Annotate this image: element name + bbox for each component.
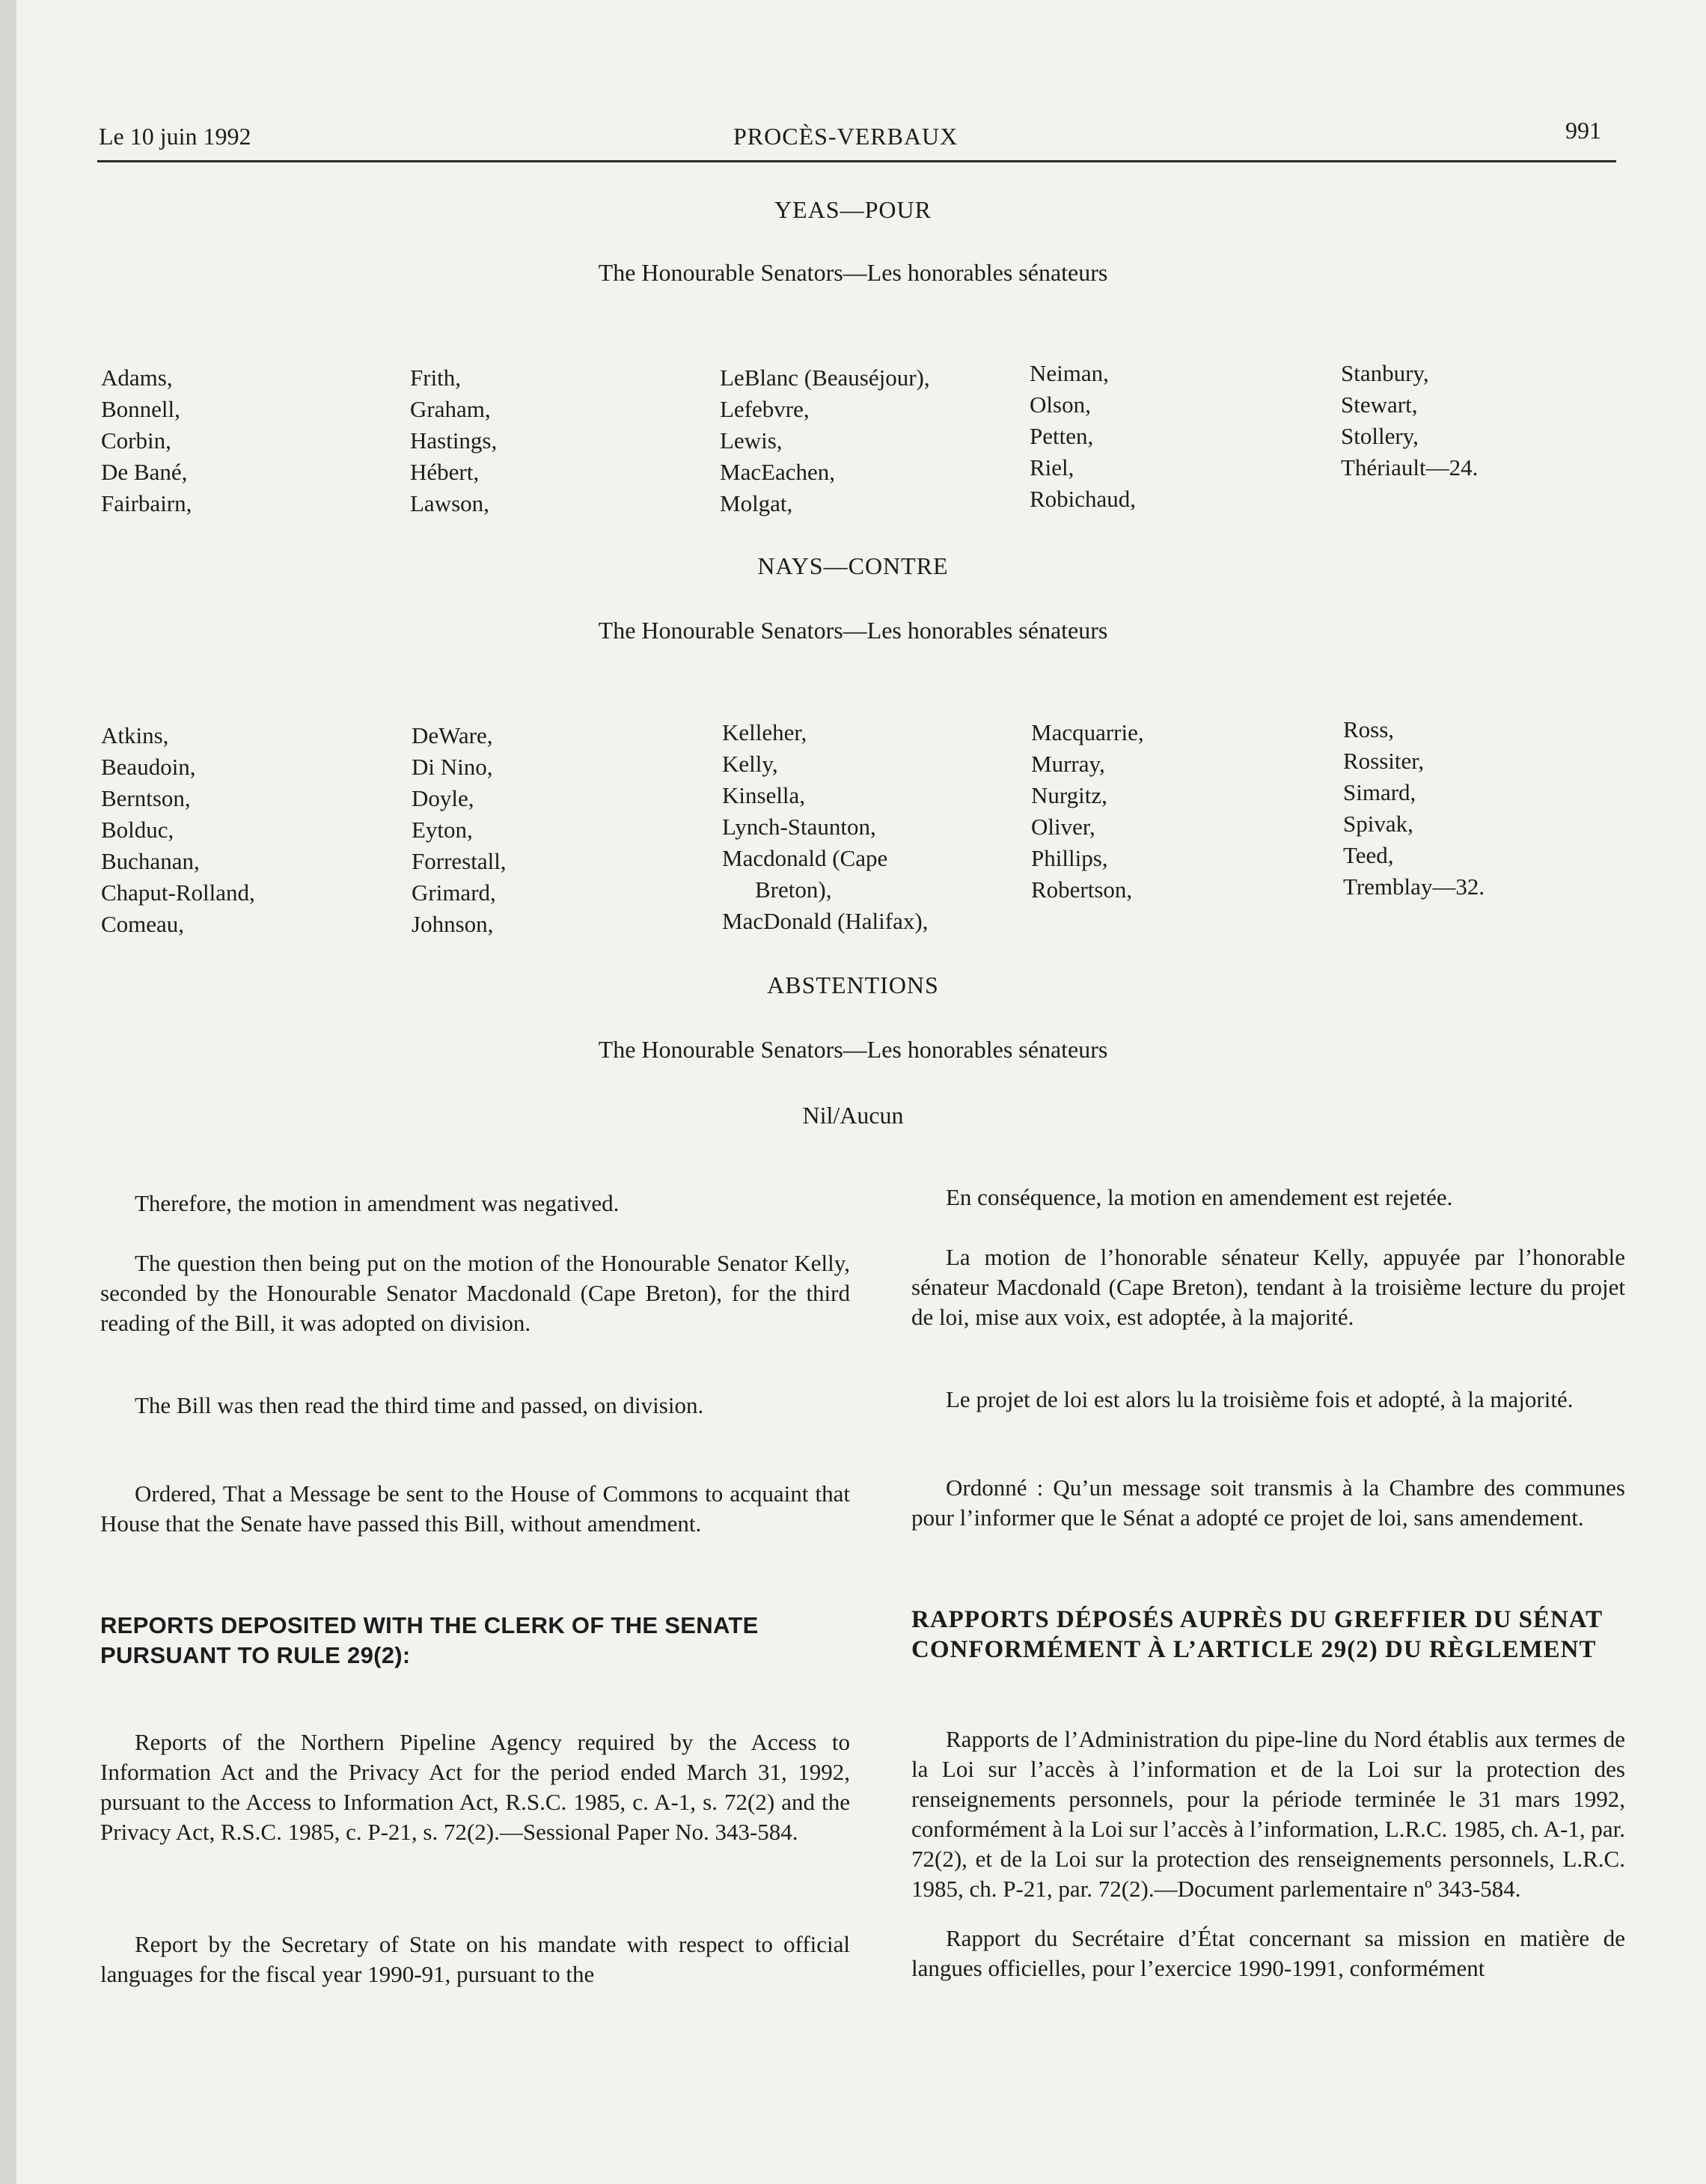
senator-name: Kelly, [722,751,778,777]
senator-name: Adams, [101,364,173,391]
yeas-column-5 [1341,358,1478,484]
senator-name: Stewart, [1341,391,1418,418]
senator-name: Tremblay—32. [1343,873,1485,900]
nays-column-3 [722,717,928,937]
senator-name: Ross, [1343,716,1395,742]
senator-name: Di Nino, [412,754,493,780]
en-paragraph-motion-negatived: Therefore, the motion in amendment was negatived. [135,1190,620,1216]
yeas-column-2 [410,362,497,519]
senator-name: Stanbury, [1341,360,1429,386]
senator-name: Oliver, [1031,814,1095,840]
page-edge-shadow [0,0,16,2184]
senator-name: Rossiter, [1343,748,1425,774]
header-date: Le 10 juin 1992 [99,123,251,150]
nays-column-5 [1343,714,1485,903]
fr-paragraph-rapports-pipeline: Rapports de l’Administration du pipe-line du Nord établis aux termes de la Loi sur l’accès à l’information et de la Loi sur la protection des renseignements personnels, pour la période terminée le 31 mars 1992, conformément à la Loi sur l’accès à l’information, L.R.C. 1985, ch. A-1, par. 72(2), et de la Loi sur la protection des renseignements personnels, L.R.C. 1985, ch. P-21, par. 72(2).—Document parlementaire nº 343-584. [911,1726,1625,1902]
en-paragraph-pipeline-reports: Reports of the Northern Pipeline Agency required by the Access to Information Act and the Privacy Act for the period ended March 31, 1992, pursuant to the Access to Information Act, R.S.C. 1985, c. A-1, s. 72(2) and the Privacy Act, R.S.C. 1985, c. P-21, s. 72(2).—Sessional Paper No. 343-584. [100,1729,850,1845]
senator-name: Kinsella, [722,782,806,808]
fr-paragraph-troisieme-lecture: La motion de l’honorable sénateur Kelly, appuyée par l’honorable sénateur Macdonald (Cape Breton), tendant à la troisième lecture du projet de loi, mise aux voix, est adoptée, à la majorité. [911,1244,1625,1330]
senator-name: Berntson, [101,785,191,811]
senator-name: Comeau, [101,911,185,937]
senator-name: Neiman, [1030,360,1109,386]
senator-name: Corbin, [101,427,171,454]
senator-name: Chaput-Rolland, [101,879,255,906]
nays-heading: NAYS—CONTRE [757,552,949,579]
abstentions-subheading: The Honourable Senators—Les honorables sénateurs [598,1036,1108,1063]
nays-column-4 [1031,717,1144,906]
fr-paragraph-langues-officielles: Rapport du Secrétaire d’État concernant sa mission en matière de langues officielles, pour l’exercice 1990-1991, conformément [911,1925,1625,1981]
header-page-number: 991 [1565,117,1601,144]
senator-name: Hastings, [410,427,498,454]
senator-name: Stollery, [1341,423,1419,449]
yeas-heading: YEAS—POUR [774,196,932,223]
senator-name: Buchanan, [101,848,200,874]
senator-name: Graham, [410,396,491,422]
header-rule [97,160,1616,162]
en-reports-heading: REPORTS DEPOSITED WITH THE CLERK OF THE SENATE PURSUANT TO RULE 29(2): [100,1612,759,1668]
senator-name: Spivak, [1343,811,1413,837]
senator-name: Petten, [1030,423,1094,449]
senator-name: DeWare, [412,722,493,748]
senator-name: Forrestall, [412,848,507,874]
senator-name: Kelleher, [722,719,807,745]
senator-name: Grimard, [412,879,496,906]
yeas-column-4 [1030,358,1136,515]
nays-column-1 [101,720,255,940]
senator-name: Beaudoin, [101,754,196,780]
senator-name: LeBlanc (Beauséjour), [720,364,930,391]
senator-name: Teed, [1343,842,1394,868]
senator-name: Phillips, [1031,845,1108,871]
nays-column-2 [412,720,507,940]
en-paragraph-message-ordered: Ordered, That a Message be sent to the House of Commons to acquaint that House that the Senate have passed this Bill, without amendment. [100,1480,850,1537]
senator-name: Robertson, [1031,876,1133,903]
senator-name: Atkins, [101,722,169,748]
abstentions-value: Nil/Aucun [802,1102,904,1129]
senator-name: Bonnell, [101,396,180,422]
senator-name: Breton), [755,876,832,903]
yeas-column-3 [720,362,930,519]
senator-name: MacEachen, [720,459,836,485]
senator-name: Molgat, [720,490,793,516]
senator-name: Bolduc, [101,817,174,843]
en-paragraph-bill-passed: The Bill was then read the third time and passed, on division. [135,1392,704,1418]
en-paragraph-third-reading: The question then being put on the motion of the Honourable Senator Kelly, seconded by the Honourable Senator Macdonald (Cape Breton), for the third reading of the Bill, it was adopted on division. [100,1250,850,1336]
senator-name: Murray, [1031,751,1105,777]
senator-name: Macquarrie, [1031,719,1144,745]
senator-name: Lynch-Staunton, [722,814,876,840]
yeas-subheading: The Honourable Senators—Les honorables sénateurs [598,259,1108,286]
senator-name: Lefebvre, [720,396,810,422]
senator-name: Johnson, [412,911,494,937]
senator-name: Frith, [410,364,462,391]
abstentions-heading: ABSTENTIONS [767,971,939,998]
senator-name: MacDonald (Halifax), [722,908,929,934]
senator-name: Thériault—24. [1341,454,1479,481]
senator-name: De Bané, [101,459,188,485]
senator-name: Robichaud, [1030,486,1137,512]
yeas-column-1 [101,362,192,519]
header-title: PROCÈS-VERBAUX [733,123,959,150]
en-paragraph-official-languages: Report by the Secretary of State on his mandate with respect to official languages for the fiscal year 1990-91, pursuant to the [100,1931,850,1987]
senator-name: Doyle, [412,785,474,811]
senator-name: Nurgitz, [1031,782,1107,808]
senator-name: Lewis, [720,427,783,454]
senator-name: Lawson, [410,490,489,516]
fr-rapports-heading: RAPPORTS DÉPOSÉS AUPRÈS DU GREFFIER DU SÉNAT CONFORMÉMENT À L’ARTICLE 29(2) DU RÈGLEMENT [911,1606,1603,1663]
senator-name: Olson, [1030,391,1091,418]
fr-paragraph-message-ordonne: Ordonné : Qu’un message soit transmis à la Chambre des communes pour l’informer que le Sénat a adopté ce projet de loi, sans amendement. [911,1474,1625,1531]
senator-name: Hébert, [410,459,480,485]
senator-name: Fairbairn, [101,490,192,516]
senator-name: Riel, [1030,454,1074,481]
senator-name: Macdonald (Cape [722,845,888,871]
senator-name: Simard, [1343,779,1416,805]
fr-paragraph-projet-adopte: Le projet de loi est alors lu la troisième fois et adopté, à la majorité. [946,1386,1574,1412]
nays-subheading: The Honourable Senators—Les honorables sénateurs [598,617,1108,644]
fr-paragraph-motion-rejetee: En conséquence, la motion en amendement est rejetée. [946,1184,1453,1210]
senator-name: Eyton, [412,817,473,843]
